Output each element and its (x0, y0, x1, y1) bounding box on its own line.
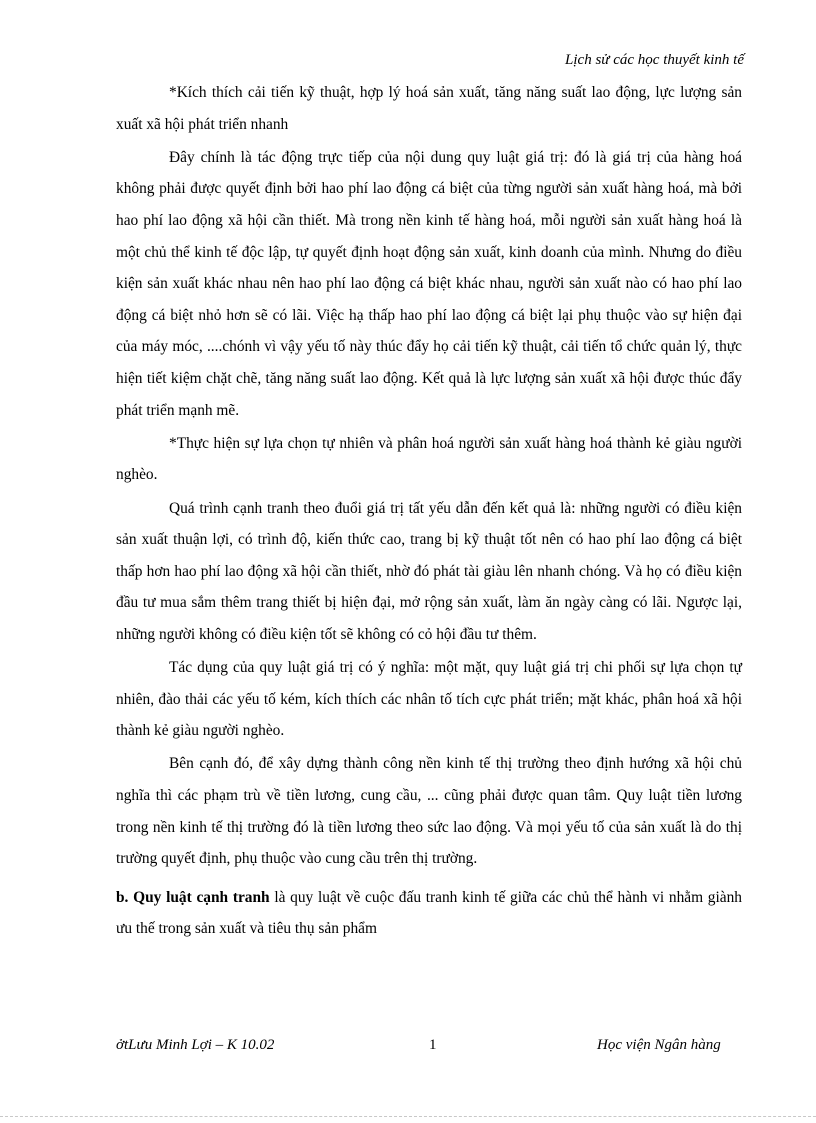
section-b-text: là quy luật về cuộc đấu tranh kinh tế giữa các chủ thể hành vi nhằm giành ưu thế trong sản xuất và tiêu thụ sản phẩm (116, 888, 742, 938)
paragraph-2: Đây chính là tác động trực tiếp của nội dung quy luật giá trị: đó là giá trị của hàng hoá không phải được quyết định bởi hao phí lao động cá biệt của từng người sản xuất hàng hoá, mà bởi hao phí lao động xã hội cần thiết. Mà trong nền kinh tế hàng hoá, mỗi người sản xuất hàng hoá là một chủ thể kinh tế độc lập, tự quyết định hoạt động sản xuất, kinh doanh của mình. Nhưng do điều kiện sản xuất khác nhau nên hao phí lao động cá biệt khác nhau, người sản xuất nào có hao phí lao động cá biệt nhỏ hơn sẽ có lãi. Việc hạ thấp hao phí lao động cá biệt lại phụ thuộc vào sự hiện đại của máy móc, ....chónh vì vậy yếu tố này thúc đẩy họ cải tiến kỹ thuật, cải tiến tổ chức quản lý, thực hiện tiết kiệm chặt chẽ, tăng năng suất lao động. Kết quả là lực lượng sản xuất xã hội được thúc đẩy phát triển mạnh mẽ. (116, 148, 742, 419)
paragraph-3: *Thực hiện sự lựa chọn tự nhiên và phân hoá người sản xuất hàng hoá thành kẻ giàu người nghèo. (116, 434, 742, 484)
section-b-paragraph (116, 882, 742, 945)
paragraph-5: Tác dụng của quy luật giá trị có ý nghĩa: một mặt, quy luật giá trị chi phối sự lựa chọn tự nhiên, đào thải các yếu tố kém, kích thích các nhân tố tích cực phát triển; mặt khác, phân hoá xã hội thành kẻ giàu người nghèo. (116, 659, 742, 740)
page-bottom-divider (0, 1116, 816, 1117)
running-header: Lịch sử các học thuyết kinh tế (565, 52, 744, 68)
body-text (116, 77, 742, 945)
paragraph-4: Quá trình cạnh tranh theo đuổi giá trị tất yếu dẫn đến kết quả là: những người có điều kiện sản xuất thuận lợi, có trình độ, kiến thức cao, trang bị kỹ thuật tốt nên có hao phí lao động cá biệt thấp hơn hao phí lao động xã hội cần thiết, nhờ đó phát tài giàu lên nhanh chóng. Và họ có điều kiện đầu tư mua sắm thêm trang thiết bị hiện đại, mở rộng sản xuất, làm ăn ngày càng có lãi. Ngược lại, những người không có điều kiện tốt sẽ không có cỏ hội đầu tư thêm. (116, 499, 742, 643)
section-b-heading: b. Quy luật cạnh tranh (116, 888, 270, 906)
paragraph-6: Bên cạnh đó, để xây dựng thành công nền kinh tế thị trường theo định hướng xã hội chủ nghĩa thì các phạm trù về tiền lương, cung cầu, ... cũng phải được quan tâm. Quy luật tiền lương trong nền kinh tế thị trường đó là tiền lương theo sức lao động. Và mọi yếu tố của sản xuất là do thị trường quyết định, phụ thuộc vào cung cầu trên thị trường. (116, 755, 742, 868)
footer-author: ởtLưu Minh Lợi – K 10.02 (116, 1037, 275, 1053)
paragraph-1: *Kích thích cải tiến kỹ thuật, hợp lý hoá sản xuất, tăng năng suất lao động, lực lượng sản xuất xã hội phát triển nhanh (116, 84, 742, 133)
page-number: 1 (429, 1037, 437, 1053)
footer-institution: Học viện Ngân hàng (597, 1037, 721, 1053)
